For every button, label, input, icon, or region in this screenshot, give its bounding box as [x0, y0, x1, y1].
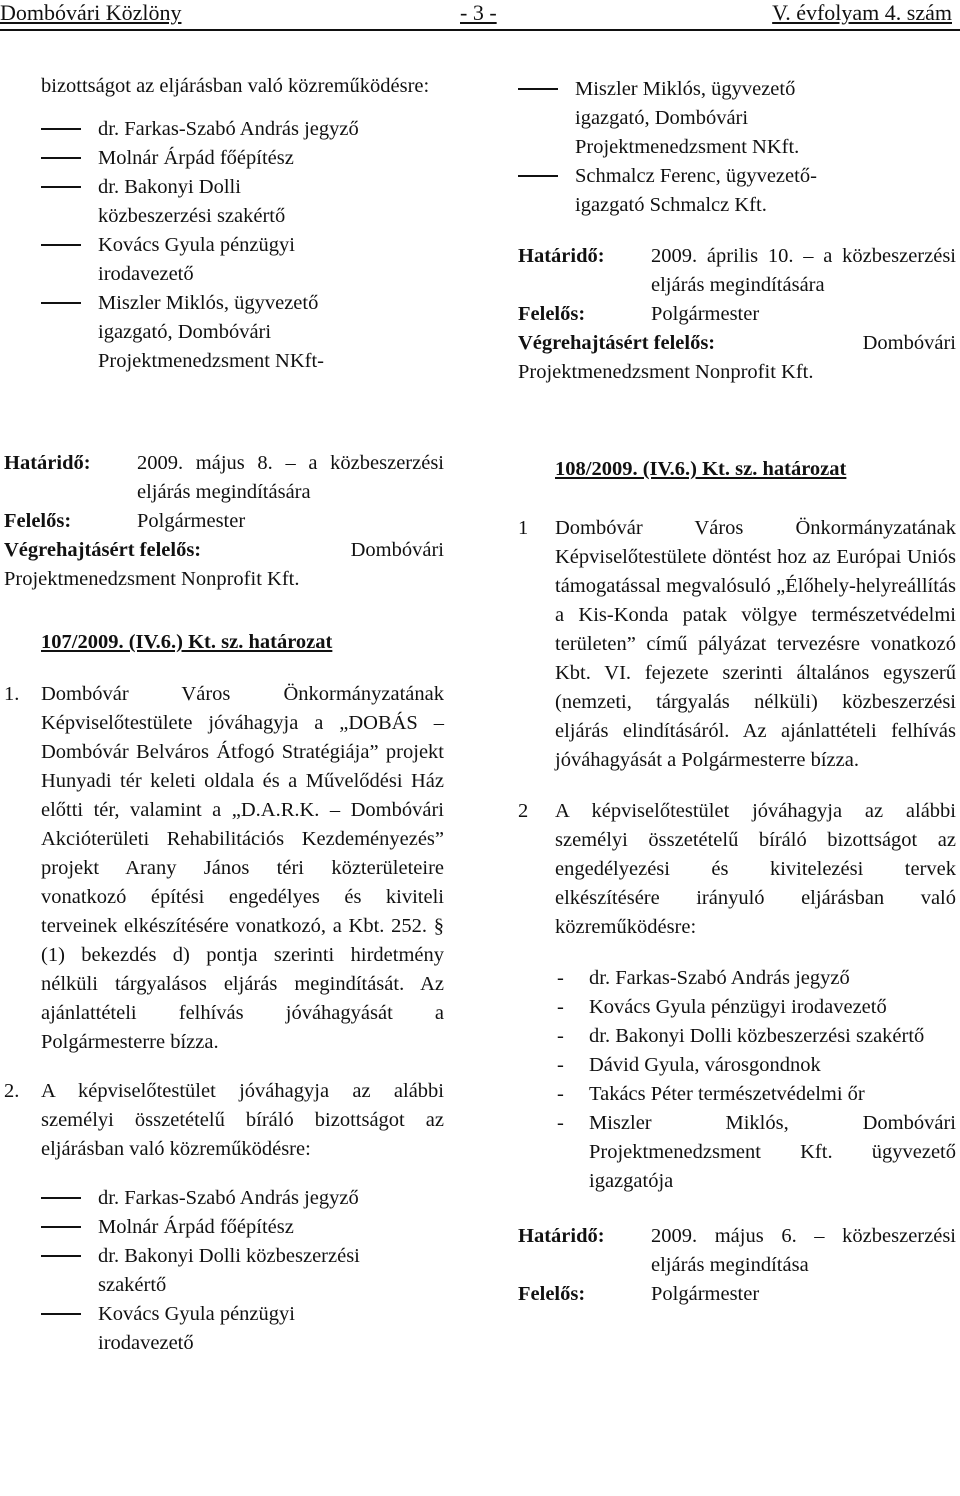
executor-value: Dombóvári Projektmenedzsment Nonprofit Kft. — [4, 539, 444, 590]
list-item: Miszler Miklós, ügyvezető igazgató, Dombóvári Projektmenedzsment NKft- — [41, 289, 398, 376]
page-header — [0, 0, 960, 30]
item-number: 1. — [4, 683, 20, 705]
list-item: - dr. Farkas-Szabó András jegyző — [555, 964, 956, 993]
list-item: dr. Farkas-Szabó András jegyző — [41, 1184, 444, 1213]
resolution-title: 107/2009. (IV.6.) Kt. sz. határozat — [41, 631, 333, 653]
committee-member-list — [555, 964, 956, 1196]
deadline-block — [4, 449, 444, 507]
executor-value: Dombóvári Projektmenedzsment Nonprofit Kft. — [518, 332, 956, 383]
resolution-item-1 — [518, 514, 956, 775]
page-number: - 3 - — [460, 0, 497, 25]
committee-member-list — [41, 1184, 444, 1358]
deadline-text: 2009. április 10. – a közbeszerzési eljárás megindítására — [651, 245, 956, 296]
responsible-value: Polgármester — [651, 303, 760, 325]
list-item: Schmalcz Ferenc, ügyvezető-igazgató Schmalcz Kft. — [518, 162, 845, 220]
deadline-text: 2009. május 8. – a közbeszerzési eljárás megindítására — [137, 452, 444, 503]
list-item: dr. Bakonyi Dolli közbeszerzési szakértő — [41, 173, 348, 231]
resolution-title: 108/2009. (IV.6.) Kt. sz. határozat — [555, 458, 847, 480]
deadline-label: Határidő: — [518, 245, 605, 267]
list-item: dr. Bakonyi Dolli közbeszerzési szakértő — [41, 1242, 368, 1300]
item-number: 2. — [4, 1080, 20, 1102]
list-item: Kovács Gyula pénzügyi irodavezető — [41, 231, 348, 289]
item-number: 2 — [518, 800, 529, 822]
right-top-section — [518, 72, 956, 387]
committee-intro: bizottságot az eljárásban való közreműködésre: — [41, 75, 430, 97]
item-text: A képviselőtestület jóváhagyja az alábbi személyi összetételű bíráló bizottságot az eljárásban való közreműködésre: — [41, 1080, 444, 1160]
item-text: A képviselőtestület jóváhagyja az alábbi személyi összetételű bíráló bizottságot az engedélyezési és kivitelezési tervek elkészítésére irányuló eljárásban való közreműködésre: — [555, 800, 956, 938]
list-item: Miszler Miklós, ügyvezető igazgató, Dombóvári Projektmenedzsment NKft. — [518, 75, 875, 162]
right-bottom-section — [518, 455, 956, 1309]
left-bottom-section — [4, 449, 444, 1358]
list-item: - Miszler Miklós, Dombóvári Projektmenedzsment Kft. ügyvezető igazgatója — [555, 1109, 956, 1196]
header-rule — [0, 29, 960, 31]
responsible-value: Polgármester — [137, 510, 246, 532]
list-item: Molnár Árpád főépítész — [41, 144, 443, 173]
responsible-label: Felelős: — [518, 303, 586, 325]
list-item: Kovács Gyula pénzügyi irodavezető — [41, 1300, 338, 1358]
responsible-line — [4, 507, 444, 536]
list-item: Molnár Árpád főépítész — [41, 1213, 444, 1242]
responsible-label: Felelős: — [4, 510, 72, 532]
responsible-label: Felelős: — [518, 1283, 586, 1305]
list-item: - Takács Péter természetvédelmi őr — [555, 1080, 956, 1109]
list-item: - Kovács Gyula pénzügyi irodavezető — [555, 993, 956, 1022]
resolution-item-1 — [4, 680, 444, 1057]
deadline-text: 2009. május 6. – közbeszerzési eljárás megindítása — [651, 1225, 956, 1276]
resolution-item-2 — [4, 1077, 444, 1164]
item-number: 1 — [518, 517, 529, 539]
executor-line — [4, 536, 444, 594]
committee-member-list — [41, 115, 443, 376]
deadline-block — [518, 242, 956, 300]
left-top-section — [41, 72, 443, 376]
list-item: dr. Farkas-Szabó András jegyző — [41, 115, 443, 144]
responsible-line — [518, 300, 956, 329]
resolution-item-2 — [518, 797, 956, 942]
executor-line — [518, 329, 956, 387]
list-item: - dr. Bakonyi Dolli közbeszerzési szakértő — [555, 1022, 956, 1051]
list-item: - Dávid Gyula, városgondnok — [555, 1051, 956, 1080]
deadline-label: Határidő: — [518, 1225, 605, 1247]
item-text: Dombóvár Város Önkormányzatának Képviselőtestülete jóváhagyja a „DOBÁS – Dombóvár Belváros Átfogó Stratégiája” projekt Hunyadi tér keleti oldala és a Művelődési Ház előtti tér, valamint a „D.A.R.K. – Dombóvári Akcióterületi Rehabilitációs Kezdeményezés” projekt Arany János téri közterületeire vonatkozó építési engedélyes és kiviteli terveinek elkészítésére vonatkozó, a Kbt. 252. § (1) bekezdés d) pontja szerinti hirdetmény nélküli tárgyalásos eljárás megindítását. Az ajánlattételi felhívás jóváhagyását a Polgármesterre bízza. — [41, 683, 444, 1053]
executor-label: Végrehajtásért felelős: — [518, 332, 716, 354]
deadline-label: Határidő: — [4, 452, 91, 474]
publication-title: Dombóvári Közlöny — [0, 0, 182, 25]
item-text: Dombóvár Város Önkormányzatának Képviselőtestülete döntést hoz az Európai Uniós támogatással megvalósuló „Élőhely-helyreállítás a Kis-Konda patak völgye természetvédelmi területen” című pályázat tervezésre vonatkozó Kbt. VI. fejezete szerinti általános egyszerű (nemzeti, tárgyalás nélküli) közbeszerzési eljárás elindításáról. Az ajánlattételi felhívás jóváhagyását a Polgármesterre bízza. — [555, 517, 956, 771]
deadline-block — [518, 1222, 956, 1280]
volume-info: V. évfolyam 4. szám — [772, 0, 952, 25]
responsible-line — [518, 1280, 956, 1309]
responsible-value: Polgármester — [651, 1283, 760, 1305]
executor-label: Végrehajtásért felelős: — [4, 539, 202, 561]
committee-member-list — [518, 75, 956, 220]
